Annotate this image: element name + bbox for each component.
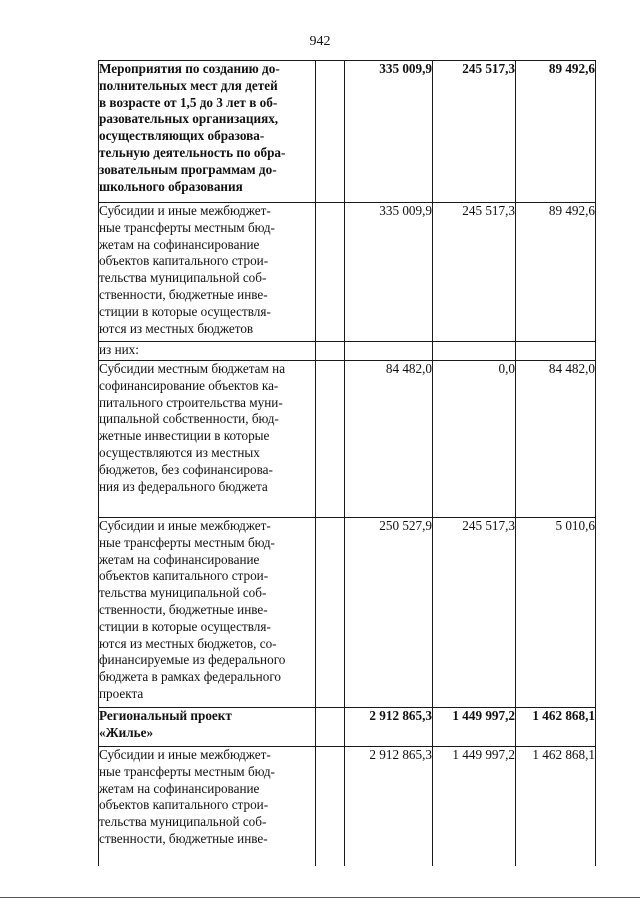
row-label: Субсидии местным бюджетам на софинансирование объектов ка- питального строительства муни- ципальной собственности, бюд- жетные инвестиции в которые осуществляются из местных бюджетов, без софинансирова- ния из федерального бюджета — [99, 361, 316, 518]
page-number: 942 — [309, 34, 331, 49]
value-cell-3: 5 010,6 — [516, 518, 596, 708]
budget-table — [98, 60, 596, 866]
table-row — [99, 203, 596, 342]
value-cell-1: 84 482,0 — [345, 361, 433, 518]
empty-cell — [316, 708, 345, 747]
empty-cell — [316, 747, 345, 866]
row-label: Субсидии и иные межбюджет- ные трансферты местным бюд- жетам на софинансирование объектов капитального строи- тельства муниципальной соб- ственности, бюджетные инве- — [99, 747, 316, 866]
value-cell-3 — [516, 342, 596, 361]
table-row — [99, 342, 596, 361]
table-body — [99, 61, 596, 866]
empty-cell — [316, 361, 345, 518]
value-cell-1: 2 912 865,3 — [345, 747, 433, 866]
table-row — [99, 518, 596, 708]
bottom-rule — [0, 897, 640, 898]
value-cell-3: 1 462 868,1 — [516, 708, 596, 747]
value-cell-2 — [433, 342, 516, 361]
row-label: Субсидии и иные межбюджет- ные трансферты местным бюд- жетам на софинансирование объектов капитального строи- тельства муниципальной соб- ственности, бюджетные инве- стиции в которые осуществля- ются из местных бюджетов, со- финансируемые из федерального бюджета в рамках федерального проекта — [99, 518, 316, 708]
value-cell-1: 2 912 865,3 — [345, 708, 433, 747]
row-label: из них: — [99, 342, 316, 361]
empty-cell — [316, 203, 345, 342]
value-cell-3: 84 482,0 — [516, 361, 596, 518]
table-row — [99, 747, 596, 866]
value-cell-2: 0,0 — [433, 361, 516, 518]
empty-cell — [316, 342, 345, 361]
row-label: Мероприятия по созданию до- полнительных мест для детей в возрасте от 1,5 до 3 лет в об- разовательных организациях, осуществляющих образова- тельную деятельность по обра- зовательным программам до- школьного образования — [99, 61, 316, 203]
value-cell-3: 89 492,6 — [516, 203, 596, 342]
row-label: Региональный проект «Жилье» — [99, 708, 316, 747]
empty-cell — [316, 518, 345, 708]
value-cell-1: 250 527,9 — [345, 518, 433, 708]
value-cell-2: 245 517,3 — [433, 203, 516, 342]
empty-cell — [316, 61, 345, 203]
table-row — [99, 361, 596, 518]
value-cell-1: 335 009,9 — [345, 203, 433, 342]
table-row — [99, 708, 596, 747]
value-cell-2: 245 517,3 — [433, 61, 516, 203]
value-cell-3: 1 462 868,1 — [516, 747, 596, 866]
value-cell-2: 1 449 997,2 — [433, 747, 516, 866]
value-cell-2: 245 517,3 — [433, 518, 516, 708]
table-row — [99, 61, 596, 203]
value-cell-1 — [345, 342, 433, 361]
row-label: Субсидии и иные межбюджет- ные трансферты местным бюд- жетам на софинансирование объектов капитального строи- тельства муниципальной соб- ственности, бюджетные инве- стиции в которые осуществля- ются из местных бюджетов — [99, 203, 316, 342]
value-cell-1: 335 009,9 — [345, 61, 433, 203]
value-cell-2: 1 449 997,2 — [433, 708, 516, 747]
value-cell-3: 89 492,6 — [516, 61, 596, 203]
